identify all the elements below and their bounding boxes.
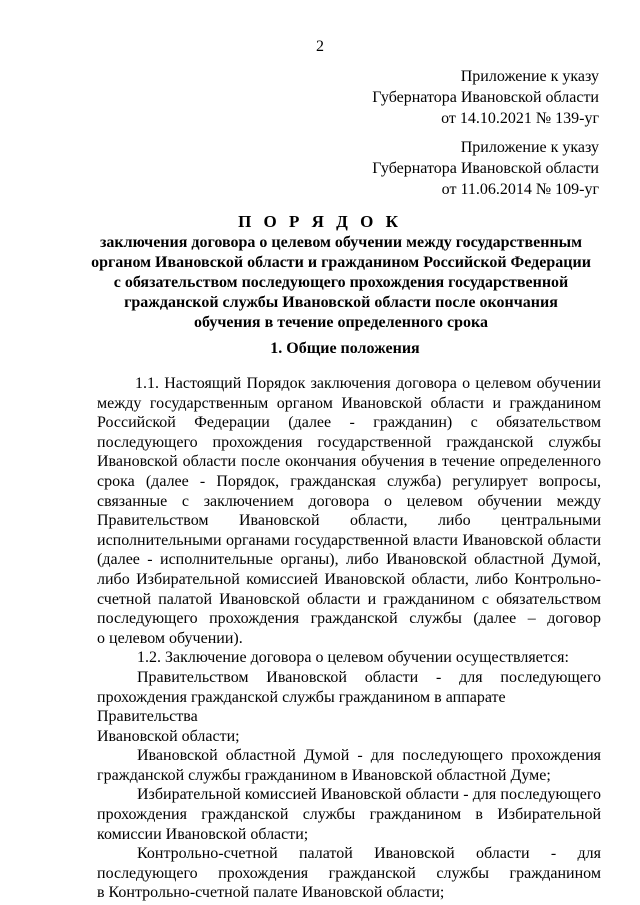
appendix-note-original bbox=[372, 137, 599, 200]
appendix-note-current bbox=[372, 66, 599, 129]
appendix-note-line: Приложение к указу bbox=[460, 139, 599, 156]
body-line: счетной палатой Ивановской области и гражданином с обязательством bbox=[97, 590, 601, 608]
body-line: 1.2. Заключение договора о целевом обучении осуществляется: bbox=[137, 649, 569, 667]
subtitle-line: с обязательством последующего прохождения государственной bbox=[113, 274, 569, 291]
body-line: последующего прохождения государственной гражданской службы bbox=[97, 433, 601, 451]
appendix-note-line: от 11.06.2014 № 109-уг bbox=[441, 181, 599, 198]
body-line: Ивановской области после окончания обучения в течение определенного bbox=[97, 453, 601, 471]
body-line: гражданской службы гражданином в Ивановской областной Думе; bbox=[97, 766, 551, 784]
body-line: 1.1. Настоящий Порядок заключения договора о целевом обучении bbox=[135, 375, 601, 392]
subtitle-line: заключения договора о целевом обучении между государственным bbox=[99, 234, 583, 251]
body-line: последующего прохождения гражданской службы гражданином bbox=[97, 864, 601, 882]
body-line: о целевом обучении). bbox=[97, 629, 243, 647]
subtitle-line: гражданской службы Ивановской области после окончания bbox=[124, 294, 558, 311]
body-line: прохождения гражданской службы гражданином в аппарате Правительства bbox=[97, 688, 506, 726]
body-line: Избирательной комиссией Ивановской области - для последующего bbox=[137, 786, 601, 804]
body-line: комиссии Ивановской области; bbox=[97, 825, 309, 843]
document-subtitle bbox=[80, 233, 602, 333]
appendix-note-line: от 14.10.2021 № 139-уг bbox=[441, 110, 599, 127]
appendix-note-line: Губернатора Ивановской области bbox=[372, 89, 599, 106]
document-title: П О Р Я Д О К bbox=[238, 212, 402, 231]
body-line: Российской Федерации (далее - гражданин) с обязательством bbox=[97, 414, 601, 432]
page-number: 2 bbox=[316, 38, 324, 55]
body-line: (далее - исполнительные органы), либо Ивановской областной Думой, bbox=[97, 551, 601, 569]
body-line: между государственным органом Ивановской области и гражданином bbox=[97, 394, 601, 412]
subtitle-line: обучения в течение определенного срока bbox=[193, 314, 489, 331]
body-line: Ивановской области; bbox=[97, 727, 240, 745]
body-line: либо Избирательной комиссией Ивановской области, либо Контрольно- bbox=[97, 570, 601, 588]
body-line: исполнительными органами государственной власти Ивановской области bbox=[97, 531, 601, 549]
body-line: Правительством Ивановской области - для последующего bbox=[137, 668, 601, 686]
subtitle-line: органом Ивановской области и гражданином Российской Федерации bbox=[91, 254, 591, 271]
body-line: Контрольно-счетной палатой Ивановской области - для bbox=[137, 845, 601, 863]
body-line: срока (далее - Порядок, гражданская служба) регулирует вопросы, bbox=[97, 472, 601, 490]
body-line: в Контрольно-счетной палате Ивановской области; bbox=[97, 884, 445, 902]
body-line: последующего прохождения гражданской службы (далее – договор bbox=[97, 610, 601, 628]
body-line: Ивановской областной Думой - для последующего прохождения bbox=[137, 747, 601, 765]
document-body bbox=[97, 374, 601, 903]
body-line: прохождения гражданской службы гражданином в Избирательной bbox=[97, 806, 601, 824]
body-line: связанные с заключением договора о целевом обучении между bbox=[97, 492, 601, 510]
body-line: Правительством Ивановской области, либо центральными bbox=[97, 512, 601, 530]
appendix-note-line: Губернатора Ивановской области bbox=[372, 160, 599, 177]
appendix-note-line: Приложение к указу bbox=[460, 68, 599, 85]
section-heading: 1. Общие положения bbox=[270, 340, 420, 357]
